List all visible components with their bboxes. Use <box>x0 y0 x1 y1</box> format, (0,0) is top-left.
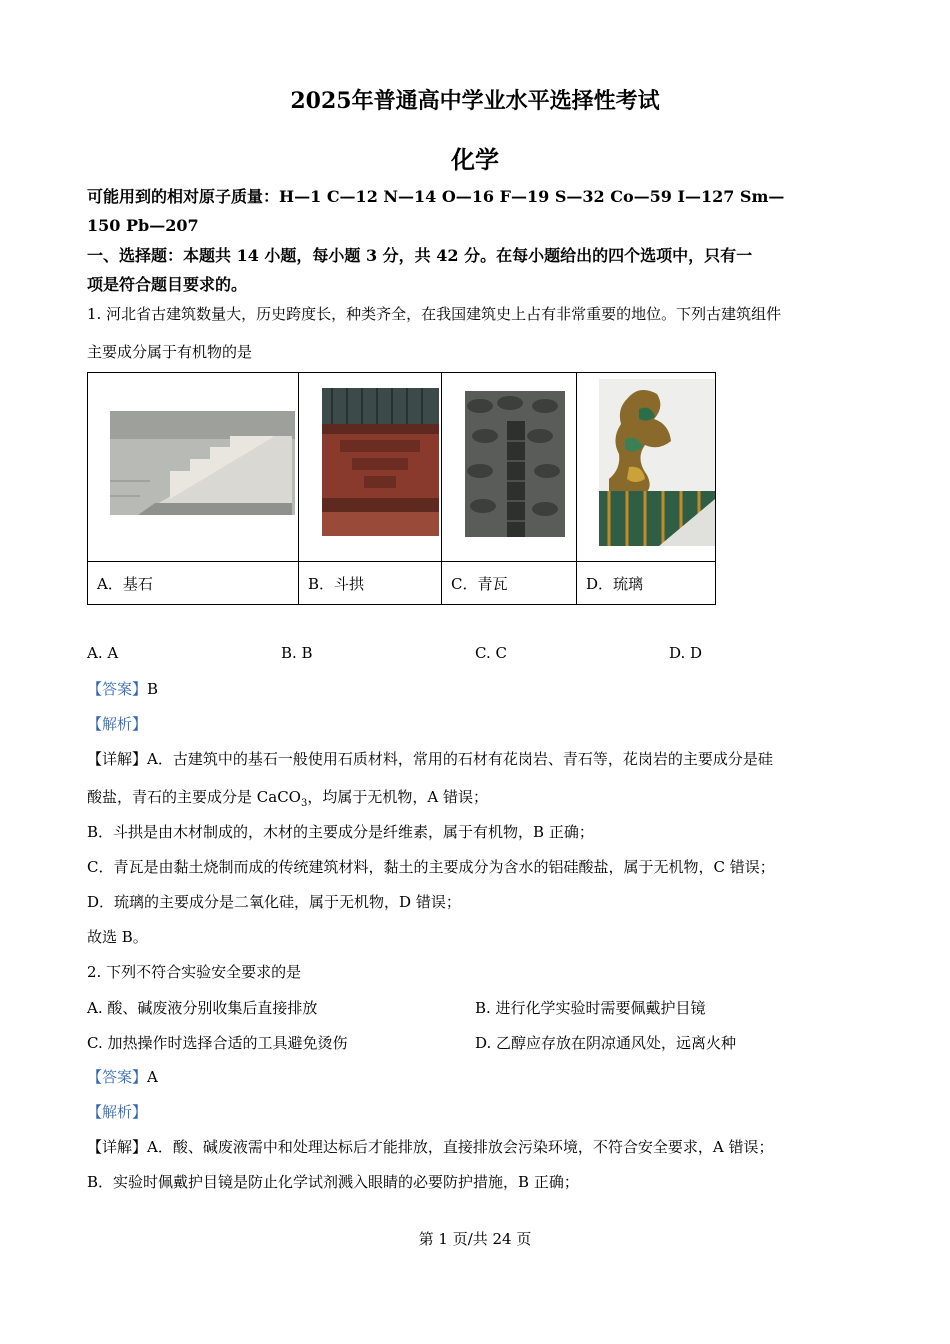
q1-detail-line5: D．琉璃的主要成分是二氧化硅，属于无机物，D 错误； <box>87 893 461 911</box>
image-cell-a <box>88 373 299 562</box>
image-cell-b <box>299 373 442 562</box>
detail-tag: 【详解】 <box>87 1138 148 1156</box>
q2-answer <box>87 1067 158 1087</box>
q2-option-d: D. 乙醇应存放在阴凉通风处，远离火种 <box>475 1034 737 1052</box>
q1-option-c: C. C <box>475 644 507 662</box>
q2-stem: 2. 下列不符合实验安全要求的是 <box>87 963 302 981</box>
q2-option-c: C. 加热操作时选择合适的工具避免烫伤 <box>87 1034 348 1052</box>
gray-tile-image <box>465 391 565 537</box>
stone-base-image <box>110 411 295 515</box>
answer-value: B <box>147 680 159 698</box>
answer-tag: 【答案】 <box>87 1068 148 1086</box>
q1-image-table <box>87 372 716 605</box>
glazed-tile-image <box>599 379 715 546</box>
q1-conclusion: 故选 B。 <box>87 928 148 946</box>
dougong-bracket-image <box>322 388 439 536</box>
q1-option-a: A. A <box>87 644 119 662</box>
image-cell-c <box>442 373 577 562</box>
answer-tag: 【答案】 <box>87 680 148 698</box>
q1-detail-line4: C．青瓦是由黏土烧制而成的传统建筑材料，黏土的主要成分为含水的铝硅酸盐，属于无机物，C 错误； <box>87 858 775 876</box>
caption-c: C．青瓦 <box>442 562 577 605</box>
section-heading-line2: 项是符合题目要求的。 <box>87 275 248 294</box>
subject-title: 化学 <box>451 145 499 174</box>
q2-detail-line1: 【详解】A．酸、碱废液需中和处理达标后才能排放，直接排放会污染环境，不符合安全要求，A 错误； <box>87 1138 774 1156</box>
q1-stem-line1: 1. 河北省古建筑数量大，历史跨度长，种类齐全，在我国建筑史上占有非常重要的地位。下列古建筑组件 <box>87 305 782 323</box>
q1-detail-line3: B．斗拱是由木材制成的，木材的主要成分是纤维素，属于有机物，B 正确； <box>87 823 594 841</box>
q1-detail-line1: 【详解】A．古建筑中的基石一般使用石质材料，常用的石材有花岗岩、青石等，花岗岩的主要成分是硅 <box>87 750 773 768</box>
q1-detail-line2: 酸盐，青石的主要成分是 CaCO$_3$，均属于无机物，A 错误； <box>87 788 488 809</box>
detail-tag: 【详解】 <box>87 750 148 768</box>
q1-option-d: D. D <box>669 644 703 662</box>
exam-title: 2025年普通高中学业水平选择性考试 <box>290 88 660 114</box>
q1-stem-line2: 主要成分属于有机物的是 <box>87 343 253 361</box>
q2-analysis-tag: 【解析】 <box>87 1103 148 1121</box>
atomic-masses-line2: 150 Pb—207 <box>87 216 199 235</box>
caption-b: B．斗拱 <box>299 562 442 605</box>
section-heading-line1: 一、选择题：本题共 14 小题，每小题 3 分，共 42 分。在每小题给出的四个选项中，只有一 <box>87 246 753 265</box>
q2-option-a: A. 酸、碱废液分别收集后直接排放 <box>87 999 318 1017</box>
q1-answer <box>87 679 158 699</box>
page-footer: 第 1 页/共 24 页 <box>418 1230 532 1248</box>
caption-a: A．基石 <box>88 562 299 605</box>
atomic-masses-line1: 可能用到的相对原子质量：H—1 C—12 N—14 O—16 F—19 S—32 Co—59 I—127 Sm— <box>87 187 785 206</box>
caption-d: D．琉璃 <box>577 562 716 605</box>
q2-detail-line2: B．实验时佩戴护目镜是防止化学试剂溅入眼睛的必要防护措施，B 正确； <box>87 1173 579 1191</box>
q1-option-b: B. B <box>281 644 313 662</box>
image-cell-d <box>577 373 716 562</box>
answer-value: A <box>147 1068 158 1086</box>
q1-analysis-tag: 【解析】 <box>87 715 148 733</box>
q2-option-b: B. 进行化学实验时需要佩戴护目镜 <box>475 999 706 1017</box>
